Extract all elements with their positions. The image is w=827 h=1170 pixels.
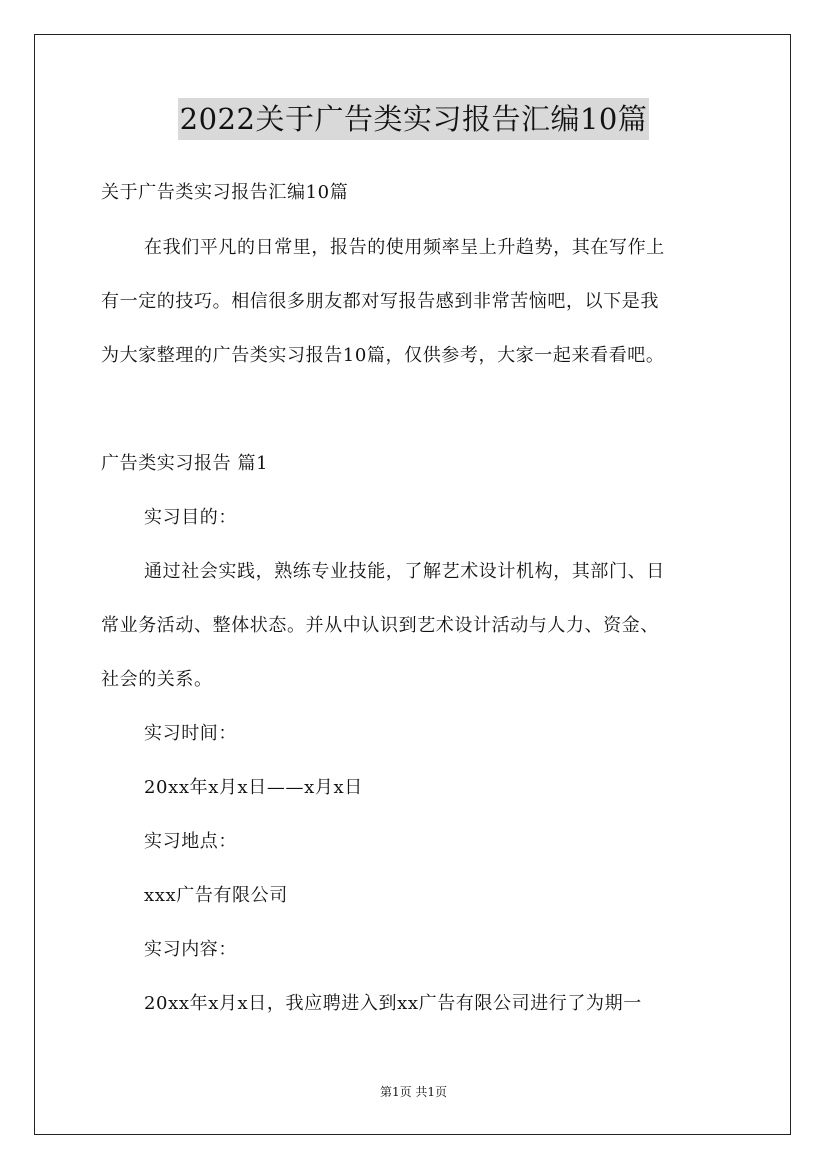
time-label: 实习时间： [144, 723, 237, 744]
intro-line-2: 有一定的技巧。相信很多朋友都对写报告感到非常苦恼吧，以下是我 [101, 291, 659, 312]
purpose-line-3: 社会的关系。 [101, 669, 213, 690]
content-label: 实习内容： [144, 939, 237, 960]
content-line-1: 20xx年x月x日，我应聘进入到xx广告有限公司进行了为期一 [144, 993, 642, 1014]
section-heading: 广告类实习报告 篇1 [101, 453, 269, 474]
time-value: 20xx年x月x日——x月x日 [144, 777, 363, 798]
purpose-line-2: 常业务活动、整体状态。并从中认识到艺术设计活动与人力、资金、 [101, 615, 659, 636]
purpose-line-1: 通过社会实践，熟练专业技能，了解艺术设计机构，其部门、日 [144, 561, 665, 582]
page-footer: 第1页 共1页 [379, 1085, 448, 1099]
document-subtitle: 关于广告类实习报告汇编10篇 [101, 182, 349, 203]
title-container [0, 98, 827, 140]
place-label: 实习地点： [144, 831, 237, 852]
place-value: xxx广告有限公司 [144, 885, 288, 906]
intro-line-3: 为大家整理的广告类实习报告10篇，仅供参考，大家一起来看看吧。 [101, 345, 665, 366]
document-title: 2022关于广告类实习报告汇编10篇 [178, 98, 650, 140]
purpose-label: 实习目的： [144, 507, 237, 528]
intro-line-1: 在我们平凡的日常里，报告的使用频率呈上升趋势，其在写作上 [144, 237, 665, 258]
